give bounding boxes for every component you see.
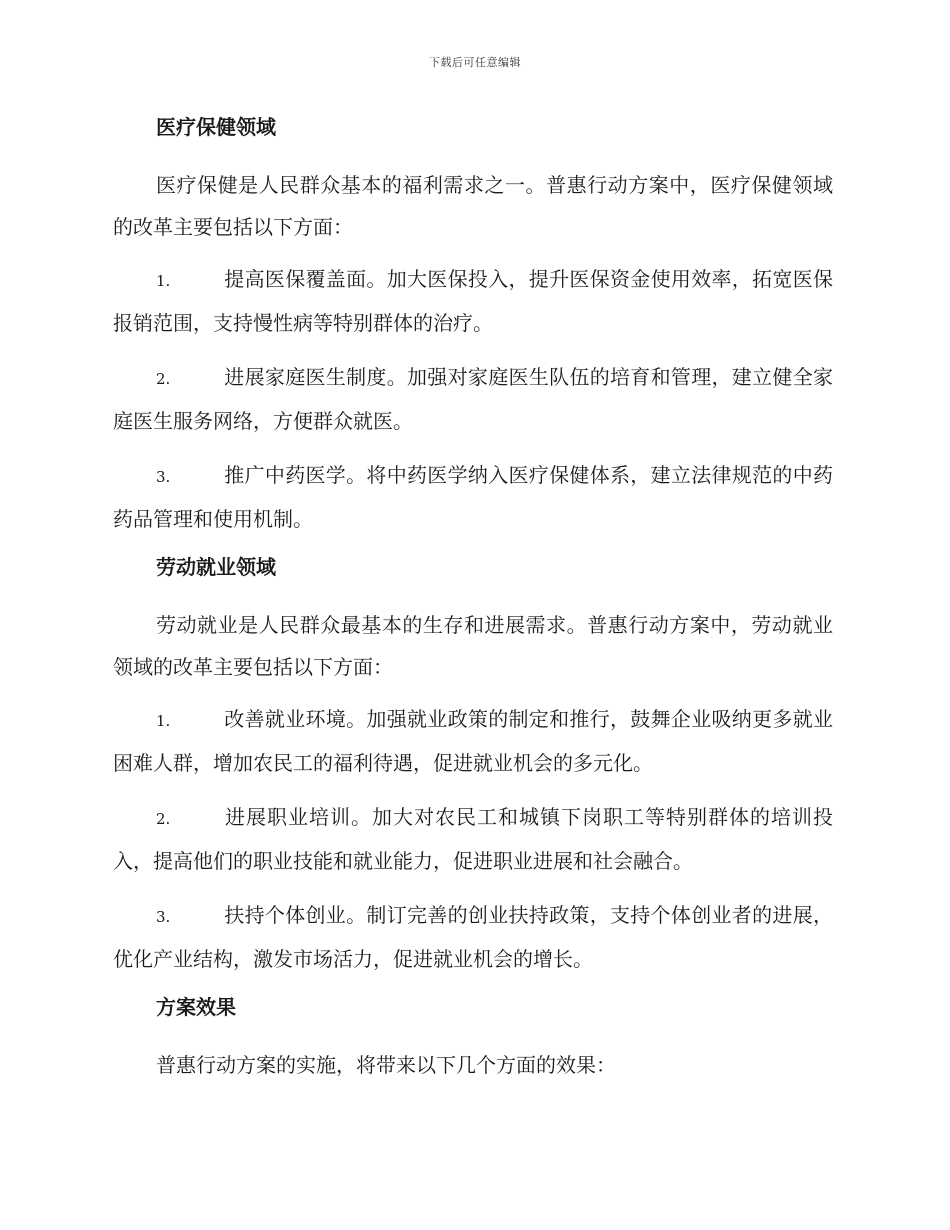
list-item-number: 3. [156,468,171,486]
list-item-number: 3. [156,908,171,926]
list-item [113,454,833,540]
section-intro-effects: 普惠行动方案的实施，将带来以下几个方面的效果： [156,1053,616,1077]
list-item [113,258,833,344]
page-header: 下载后可任意编辑 [429,56,521,69]
list-item [113,894,833,980]
list-item [113,796,833,882]
section-intro-medical: 医疗保健是人民群众基本的福利需求之一。普惠行动方案中，医疗保健领域的改革主要包括以下方面： [113,173,833,239]
list-item-text: 扶持个体创业。制订完善的创业扶持政策，支持个体创业者的进展，优化产业结构，激发市场活力，促进就业机会的增长。 [113,903,833,971]
list-item [113,356,833,442]
list-item-text: 推广中药医学。将中药医学纳入医疗保健体系，建立法律规范的中药药品管理和使用机制。 [113,463,833,531]
list-item-text: 进展职业培训。加大对农民工和城镇下岗职工等特别群体的培训投入，提高他们的职业技能和就业能力，促进职业进展和社会融合。 [113,805,833,873]
section-heading-effects: 方案效果 [156,995,236,1019]
list-item-text: 进展家庭医生制度。加强对家庭医生队伍的培育和管理，建立健全家庭医生服务网络，方便群众就医。 [113,365,833,433]
section-intro-employment: 劳动就业是人民群众最基本的生存和进展需求。普惠行动方案中，劳动就业领域的改革主要包括以下方面： [113,613,833,679]
list-item-number: 1. [156,712,171,730]
list-item-number: 2. [156,370,171,388]
list-item-number: 2. [156,810,171,828]
list-item-number: 1. [156,272,171,290]
list-item [113,698,833,784]
document-body [113,112,833,1096]
list-item-text: 改善就业环境。加强就业政策的制定和推行，鼓舞企业吸纳更多就业困难人群，增加农民工的福利待遇，促进就业机会的多元化。 [113,707,833,775]
section-heading-medical: 医疗保健领域 [156,115,276,139]
list-item-text: 提高医保覆盖面。加大医保投入，提升医保资金使用效率，拓宽医保报销范围，支持慢性病等特别群体的治疗。 [113,267,833,335]
section-heading-employment: 劳动就业领域 [156,555,276,579]
